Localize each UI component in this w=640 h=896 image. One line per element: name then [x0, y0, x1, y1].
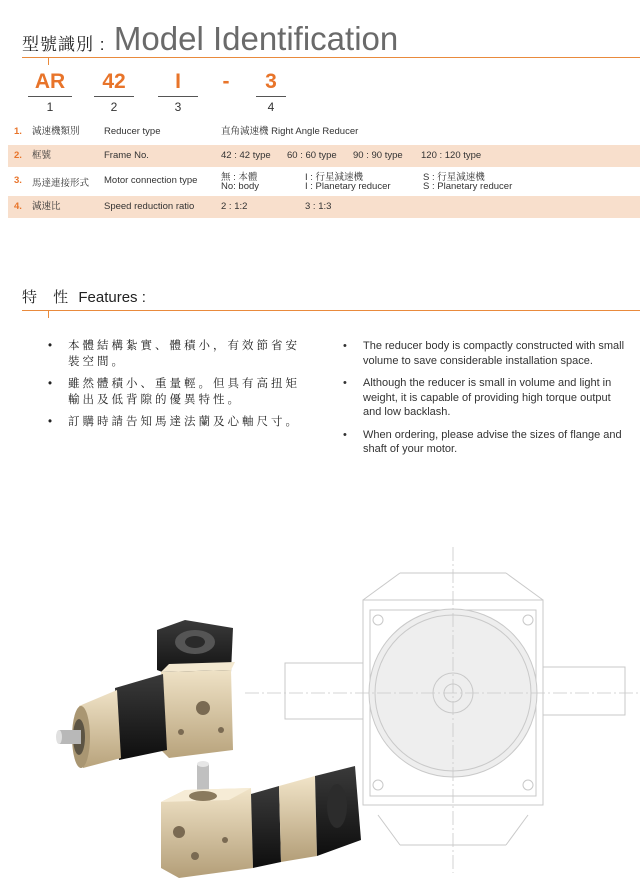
features-tick — [48, 310, 49, 318]
header-divider — [22, 57, 640, 58]
features-list-cn — [48, 338, 306, 436]
features-title-en: Features : — [78, 289, 146, 306]
frame-option: 90 : 90 type — [353, 150, 403, 161]
code-underline — [28, 96, 72, 97]
table-row — [8, 169, 640, 193]
row-label-cn: 減速機類別 — [32, 126, 80, 137]
code-frame-no: 42 — [102, 70, 126, 93]
code-position: 1 — [46, 100, 54, 114]
row-value: 直角減速機 Right Angle Reducer — [221, 126, 359, 137]
bullet: • — [48, 340, 56, 352]
frame-option: 60 : 60 type — [287, 150, 337, 161]
row-number: 1. — [14, 126, 22, 137]
bullet: • — [343, 377, 347, 389]
code-underline — [94, 96, 134, 97]
feature-text: 本體結構紮實、體積小，有效節省安裝空間。 — [68, 340, 300, 368]
feature-text: When ordering, please advise the sizes of flange and shaft of your motor. — [363, 428, 622, 455]
row-label-cn: 馬達連接形式 — [32, 178, 90, 189]
product-image-reducer-horizontal — [55, 600, 255, 780]
row-label-en: Speed reduction ratio — [104, 201, 195, 212]
feature-text: 訂購時請告知馬達法蘭及心軸尺寸。 — [68, 416, 300, 428]
feature-text: 雖然體積小、重量輕。但具有高扭矩輸出及低背隙的優異特性。 — [68, 378, 300, 406]
bullet: • — [48, 378, 56, 390]
ratio-option: 3 : 1:3 — [305, 201, 332, 212]
title-chinese: 型號識別 : — [22, 35, 106, 54]
page-title — [22, 20, 398, 58]
row-label-en: Reducer type — [104, 126, 161, 137]
header-tick — [48, 57, 49, 65]
row-number: 3. — [14, 175, 22, 186]
title-english: Model Identification — [113, 20, 399, 57]
code-motor-connection: I — [175, 70, 181, 93]
connection-option-en: I : Planetary reducer — [305, 181, 391, 192]
table-row — [8, 121, 640, 143]
connection-option-en: No: body — [221, 181, 260, 192]
connection-option-en: S : Planetary reducer — [423, 181, 513, 192]
features-list-en — [343, 339, 628, 465]
bullet: • — [343, 428, 347, 441]
feature-text: Although the reducer is small in volume and light in weight, it is capable of providing high torque output and low backlash. — [363, 377, 612, 418]
features-title-cn: 特 性 — [22, 289, 75, 306]
code-ratio: 3 — [265, 70, 277, 93]
connection-option-cn: I : 行星減速機 — [305, 172, 364, 183]
list-item — [343, 376, 628, 420]
row-number: 2. — [14, 150, 22, 161]
table-row — [8, 196, 640, 218]
list-item — [343, 339, 628, 368]
row-label-cn: 框號 — [32, 150, 52, 161]
code-underline — [256, 96, 286, 97]
list-item — [48, 414, 306, 430]
list-item — [48, 376, 306, 408]
code-position: 2 — [110, 100, 118, 114]
code-reducer-type: AR — [34, 70, 66, 93]
frame-option: 120 : 120 type — [421, 150, 482, 161]
table-row — [8, 145, 640, 167]
connection-option-cn: 無 : 本體 — [221, 172, 258, 183]
row-label-cn: 減速比 — [32, 201, 61, 212]
bullet: • — [48, 416, 56, 428]
features-divider — [22, 310, 640, 311]
connection-option-cn: S : 行星減速機 — [423, 172, 485, 183]
product-image-reducer-vertical — [155, 760, 370, 885]
ratio-option: 2 : 1:2 — [221, 201, 248, 212]
row-number: 4. — [14, 201, 22, 212]
features-title — [22, 286, 146, 307]
code-dash: - — [222, 70, 230, 93]
code-underline — [158, 96, 198, 97]
code-position: 4 — [267, 100, 275, 114]
list-item — [343, 428, 628, 457]
row-label-en: Frame No. — [104, 150, 149, 161]
code-position: 3 — [174, 100, 182, 114]
row-label-en: Motor connection type — [104, 175, 198, 186]
list-item — [48, 338, 306, 370]
bullet: • — [343, 340, 347, 352]
frame-option: 42 : 42 type — [221, 150, 271, 161]
feature-text: The reducer body is compactly constructed with small volume to save considerable installation space. — [363, 340, 625, 367]
